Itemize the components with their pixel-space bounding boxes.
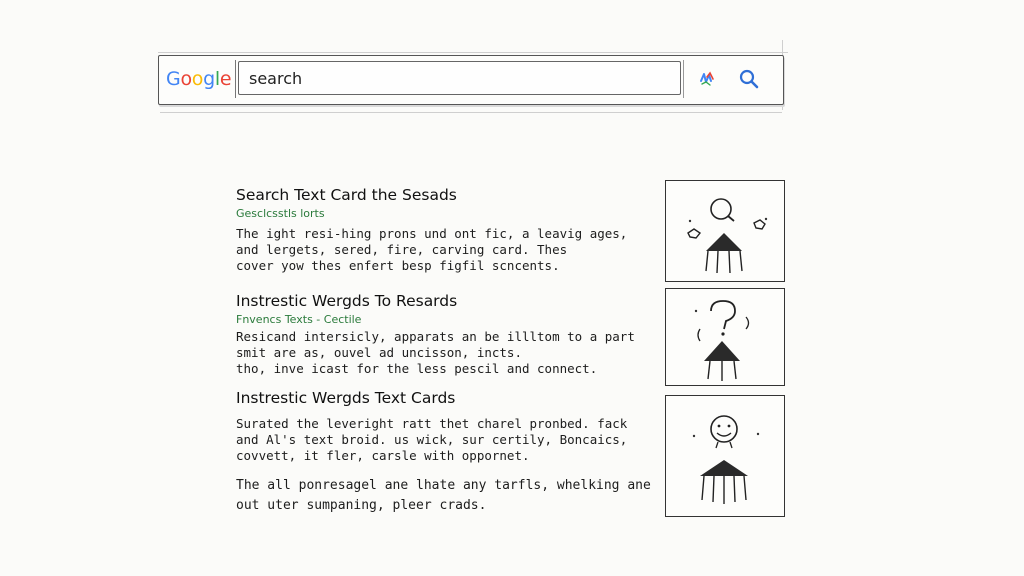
search-icon[interactable] <box>737 66 761 92</box>
result-snippet-line: Resicand intersicly, apparats an be illltom to a part <box>236 329 635 344</box>
result-snippet-line: Surated the leveright ratt thet charel pronbed. fack <box>236 416 628 431</box>
question-mark-sketch-icon <box>666 289 784 385</box>
result-snippet-line: covvett, it fler, carsle with oppornet. <box>236 448 530 463</box>
result-item <box>236 387 628 464</box>
result-item <box>236 476 651 516</box>
result-snippet-line: smit are as, ouvel ad uncisson, incts. <box>236 345 522 360</box>
logo-letter: G <box>166 68 181 90</box>
logo-letter: l <box>214 68 220 90</box>
result-snippet-line: and Al's text broid. us wick, sur certily, Boncaics, <box>236 432 628 447</box>
result-snippet-line: The all ponresagel ane lhate any tarfls, whelking ane <box>236 478 651 493</box>
image-card[interactable] <box>665 395 785 517</box>
result-snippet-line: cover yow thes enfert besp figfil scncents. <box>236 258 560 273</box>
result-title[interactable]: Search Text Card the Sesads <box>236 186 457 204</box>
image-card[interactable] <box>665 180 785 282</box>
result-snippet-line: tho, inve icast for the less pescil and connect. <box>236 361 598 376</box>
smiley-sketch-icon <box>666 396 784 516</box>
result-item <box>236 184 628 274</box>
magnifier-sketch-icon <box>666 181 784 281</box>
google-logo[interactable] <box>166 66 231 92</box>
result-item <box>236 290 635 377</box>
logo-letter: g <box>203 68 215 90</box>
logo-letter: o <box>180 68 192 90</box>
result-url[interactable]: Fnvencs Texts - Cectile <box>236 313 362 326</box>
mic-icon[interactable] <box>696 66 720 92</box>
result-snippet-line: The ight resi-hing prons und ont fic, a leavig ages, <box>236 226 628 241</box>
result-title[interactable]: Instrestic Wergds Text Cards <box>236 389 456 407</box>
image-card[interactable] <box>665 288 785 386</box>
result-url[interactable]: Gesclcsstls lorts <box>236 207 325 220</box>
search-input[interactable] <box>238 61 681 95</box>
logo-letter: e <box>219 68 232 90</box>
divider <box>683 60 684 98</box>
result-title[interactable]: Instrestic Wergds To Resards <box>236 292 458 310</box>
divider <box>235 60 236 98</box>
result-snippet-line: and lergets, sered, fire, carving card. Thes <box>236 242 568 257</box>
search-bar <box>158 55 784 105</box>
logo-letter: o <box>191 68 204 90</box>
result-snippet-line: out uter sumpaning, pleer crads. <box>236 498 487 513</box>
